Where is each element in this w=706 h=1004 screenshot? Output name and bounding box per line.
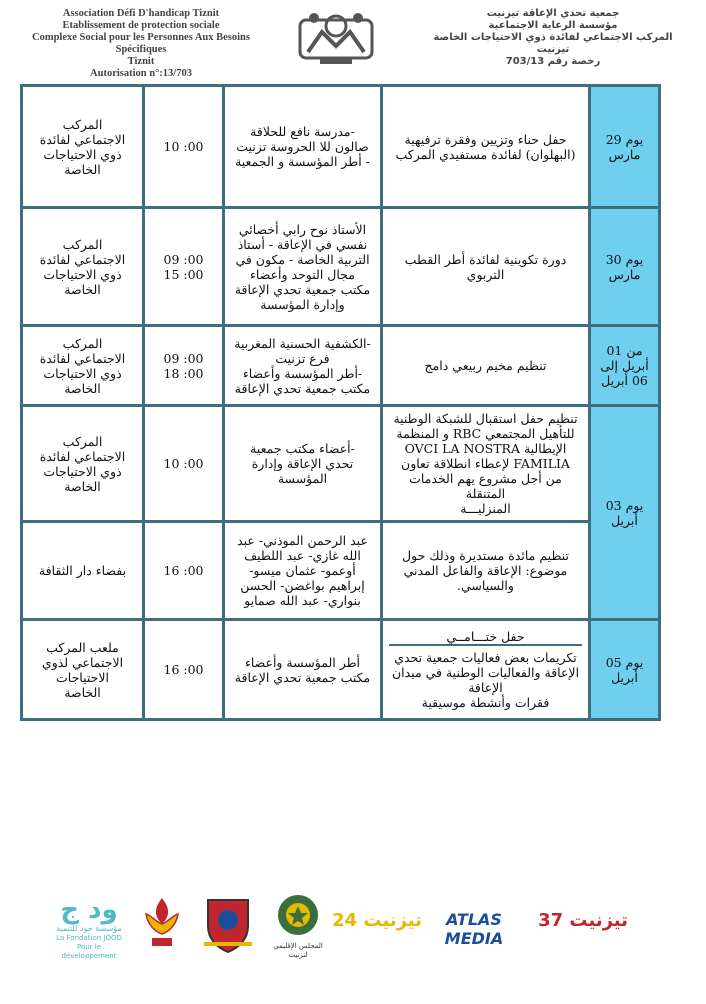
event-cell <box>382 522 590 620</box>
date-cell: يوم 03 أبريل <box>590 406 660 620</box>
event-title: حفل ختـــامــي <box>389 629 582 646</box>
place-line: ذوي الاحتياجات <box>43 463 122 479</box>
partners-line: أوعمو- عثمان ميسو- <box>249 563 356 578</box>
time-line: 09 :00 <box>163 350 204 366</box>
partners-cell <box>224 406 382 522</box>
scout-emblem-logo <box>138 894 186 954</box>
jood-line: La Fondation JOOD <box>56 934 122 942</box>
partners-line: - أطر المؤسسة و الجمعية <box>235 154 370 169</box>
jood-line: Pour le développement <box>61 943 117 960</box>
place-cell <box>22 522 144 620</box>
event-line: حفل حناء وتزيين وفقرة ترفيهية <box>404 131 567 147</box>
event-cell <box>382 86 590 208</box>
partners-line: نفسي في الإعاقة - أستاذ <box>237 236 368 252</box>
header-left-line: Complexe Social pour les Personnes Aux Besoins Spécifiques <box>32 32 250 55</box>
partners-line: التربية الخاصة - مكون في <box>235 251 370 267</box>
partners-cell <box>224 522 382 620</box>
association-emblem-logo <box>294 6 378 68</box>
partners-line: عبد الرحمن الموذني- عبد <box>237 533 368 548</box>
header-right-line: المركب الاجتماعي لفائدة ذوي الاحتياجات الخاصة <box>433 32 673 43</box>
header-right-line: رخصة رقم 703/13 <box>505 56 601 67</box>
partners-line: مكتب جمعية تحدي الإعاقة <box>234 380 371 396</box>
place-cell <box>22 86 144 208</box>
place-line: الاحتياجات <box>56 669 109 685</box>
council-label: المجلس الإقليمي لتزنيت <box>273 942 323 959</box>
partners-cell <box>224 208 382 326</box>
event-line: (البهلوان) لفائدة مستفيدي المركب <box>395 146 576 162</box>
time-line: 09 :00 <box>163 251 204 267</box>
place-cell <box>22 326 144 406</box>
event-line: تنظيم حفل استقبال للشبكة الوطنية <box>393 411 578 426</box>
partners-line: -أطر المؤسسة وأعضاء <box>242 365 363 381</box>
time-cell <box>144 86 224 208</box>
event-line: الإيطالية OVCI LA NOSTRA <box>404 441 567 456</box>
tiznit37-logo: تيزنيت 37 <box>538 910 628 931</box>
event-line: فقرات وأنشطة موسيقية <box>421 695 550 710</box>
place-line: المركب <box>62 116 103 132</box>
header-left-line: Autorisation n°:13/703 <box>90 68 192 79</box>
time-cell <box>144 208 224 326</box>
partners-cell <box>224 620 382 720</box>
tiznit24-logo: تيزنيت 24 <box>332 910 422 931</box>
place-line: الخاصة <box>64 281 101 297</box>
time-cell <box>144 406 224 522</box>
place-line: ذوي الاحتياجات <box>43 365 122 381</box>
time-line: 16 :00 <box>163 662 204 677</box>
place-line: الخاصة <box>64 478 101 494</box>
partners-line: مجال التوحد وأعضاء <box>250 266 355 282</box>
sponsor-logos <box>50 888 650 968</box>
table-row <box>22 86 660 208</box>
place-line: الاجتماعي لفائدة <box>39 448 126 464</box>
header-left-line: Tiznit <box>127 56 155 67</box>
partners-line: تحدي الإعاقة وإدارة <box>251 456 354 471</box>
partners-line: الله غازي- عبد اللطيف <box>244 548 361 563</box>
table-row <box>22 620 660 720</box>
event-line: التربوي <box>466 266 505 282</box>
partners-line: صالون للا الحروسة تزنيت <box>236 139 369 154</box>
header-right-line: تيزنيت <box>536 44 570 55</box>
table-row <box>22 326 660 406</box>
partners-line: الأستاذ نوح رابي أخصائي <box>238 221 367 237</box>
table-row <box>22 406 660 522</box>
header-left-line: Association Défi D'handicap Tiznit <box>62 8 220 19</box>
event-cell <box>382 406 590 522</box>
event-line: والسياسي. <box>457 578 514 593</box>
partners-line: -مدرسة نافع للحلاقة <box>250 124 355 139</box>
time-cell <box>144 620 224 720</box>
place-line: ذوي الاحتياجات <box>43 266 122 282</box>
partners-line: -أعضاء مكتب جمعية <box>250 441 355 456</box>
date-cell: يوم 29 مارس <box>590 86 660 208</box>
header-left <box>6 8 276 80</box>
event-line: تنظيم مخيم ربيعي دامج <box>424 358 547 373</box>
partners-cell <box>224 326 382 406</box>
place-cell <box>22 620 144 720</box>
place-line: الاجتماعي لفائدة <box>39 251 126 267</box>
event-cell <box>382 620 590 720</box>
partners-line: بنواري- عبد الله صمايو <box>244 593 361 608</box>
partners-line: -الكشفية الحسنية المغربية <box>234 335 371 351</box>
partners-line: مكتب جمعية تحدي الإعاقة <box>234 669 371 685</box>
time-line: 10 :00 <box>163 456 204 471</box>
time-line: 10 :00 <box>163 139 204 154</box>
partners-cell <box>224 86 382 208</box>
place-line: ذوي الاحتياجات <box>43 146 122 162</box>
jood-line: مؤسسة جود للتنمية <box>56 924 122 933</box>
partners-line: إبراهيم بواغضن- الحسن <box>240 578 365 593</box>
event-line: المنزليـــة <box>460 501 511 516</box>
header-right-line: مؤسسة الرعاية الاجتماعية <box>488 20 618 31</box>
table-row <box>22 208 660 326</box>
header-right <box>408 8 698 68</box>
place-line: المركب <box>62 335 103 351</box>
event-cell <box>382 208 590 326</box>
date-cell: من 01 أبريل إلى 06 أبريل <box>590 326 660 406</box>
schedule-table <box>20 84 661 721</box>
partners-line: المؤسسة <box>277 471 328 486</box>
event-line: الإعاقة والفعاليات الوطنية في ميدان <box>391 665 580 680</box>
partners-line: مكتب جمعية تحدي الإعاقة <box>234 281 371 297</box>
place-line: الخاصة <box>64 684 101 700</box>
place-line: الخاصة <box>64 380 101 396</box>
time-cell <box>144 522 224 620</box>
date-cell: يوم 30 مارس <box>590 208 660 326</box>
event-line: موضوع: الإعاقة والفاعل المدني <box>403 563 568 578</box>
event-line: دورة تكوينية لفائدة أطر القطب <box>404 251 567 267</box>
shield-emblem-logo <box>200 892 256 956</box>
date-cell: يوم 05 أبريل <box>590 620 660 720</box>
time-line: 15 :00 <box>163 266 204 282</box>
council-emblem-icon <box>275 892 321 938</box>
event-line: للتأهيل المجتمعي RBC و المنظمة <box>396 426 575 441</box>
place-line: المركب <box>62 433 103 449</box>
header-right-line: جمعية تحدي الإعاقة تيزنيت <box>486 8 620 19</box>
table-row <box>22 522 660 620</box>
event-line: تنظيم مائدة مستديرة وذلك حول <box>402 548 569 563</box>
place-line: الاجتماعي لفائدة <box>39 131 126 147</box>
event-cell <box>382 326 590 406</box>
place-line: المركب <box>62 236 103 252</box>
event-line: الإعاقة <box>468 680 503 695</box>
place-line: الخاصة <box>64 161 101 177</box>
partners-line: أطر المؤسسة وأعضاء <box>244 654 361 670</box>
provincial-council-logo <box>268 892 328 960</box>
place-cell <box>22 406 144 522</box>
place-line: الاجتماعي لذوي <box>41 654 124 670</box>
place-cell <box>22 208 144 326</box>
header-left-line: Etablissement de protection sociale <box>62 20 220 31</box>
jood-foundation-logo: ود ج مؤسسة جود للتنمية La Fondation JOOD Pour le développement <box>50 896 128 961</box>
atlas-media-logo: ATLAS MEDIA <box>444 910 504 948</box>
place-line: الاجتماعي لفائدة <box>39 350 126 366</box>
time-line: 16 :00 <box>163 563 204 578</box>
event-line: من أجل مشروع يهم الخدمات المتنقلة <box>409 471 562 501</box>
time-line: 18 :00 <box>163 365 204 381</box>
event-line: FAMILIA لإعطاء انطلاقة تعاون <box>401 456 570 471</box>
partners-line: فرع تزنيت <box>275 350 330 366</box>
time-cell <box>144 326 224 406</box>
place-line: بفضاء دار الثقافة <box>38 563 127 578</box>
event-line: تكريمات بعض فعاليات جمعية تحدي <box>394 650 577 665</box>
place-line: ملعب المركب <box>46 639 119 655</box>
partners-line: وإدارة المؤسسة <box>260 296 345 312</box>
